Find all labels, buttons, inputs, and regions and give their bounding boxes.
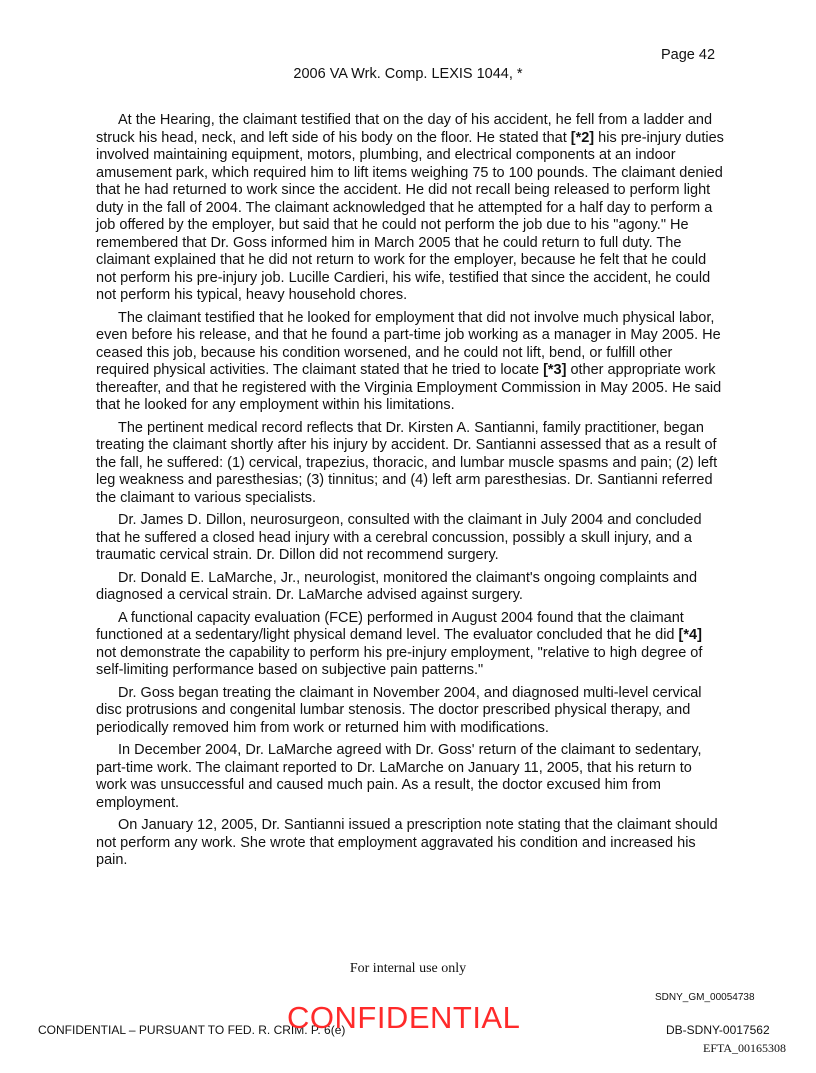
paragraph-text: Dr. James D. Dillon, neurosurgeon, consulted with the claimant in July 2004 and concluded that he suffered a closed head injury with a cerebral concussion, possibly a skull injury, and a traumatic cervical strain. Dr. Dillon did not recommend surgery.: [96, 512, 702, 563]
paragraph-goss: [96, 685, 726, 738]
paragraph-text: The pertinent medical record reflects that Dr. Kirsten A. Santianni, family practitioner, began treating the claimant shortly after his injury by accident. Dr. Santianni assessed that as a result of the fall, he suffered: (1) cervical, trapezius, thoracic, and lumbar muscle spasms and pain; (2) left leg weakness and paresthesias; (3) tinnitus; and (4) left arm paresthesias. Dr. Santianni referred the claimant to various specialists.: [96, 419, 718, 506]
paragraph-text: not demonstrate the capability to perform his pre-injury employment, "relative to high degree of self-limiting performance based on subjective pain patterns.": [96, 644, 703, 678]
paragraph-text: A functional capacity evaluation (FCE) performed in August 2004 found that the claimant functioned at a sedentary/light physical demand level. The evaluator concluded that he did: [96, 609, 684, 643]
paragraph-text: his pre-injury duties involved maintaining equipment, motors, plumbing, and electrical components at an indoor amusement park, which required him to lift items weighing 75 to 100 pounds. The claimant denied that he had returned to work since the accident. He did not recall being released to perform light duty in the fall of 2004. The claimant acknowledged that he attempted for a half day to perform a job offered by the employer, but said that he could not perform the job due to his "agony." He remembered that Dr. Goss informed him in March 2005 that he could return to full duty. The claimant explained that he did not return to work for the employer, because he felt that he could not perform his pre-injury job. Lucille Cardieri, his wife, testified that since the accident, he could not perform his typical, heavy household chores.: [96, 129, 724, 303]
confidential-notice: CONFIDENTIAL – PURSUANT TO FED. R. CRIM. P. 6(e): [38, 1023, 346, 1037]
paragraph-text: Dr. Goss began treating the claimant in November 2004, and diagnosed multi-level cervical disc protrusions and congenital lumbar stenosis. The doctor prescribed physical therapy, and periodically removed him from work or returned him with modifications.: [96, 684, 702, 736]
paragraph-medical-record: [96, 420, 726, 508]
case-citation: 2006 VA Wrk. Comp. LEXIS 1044, *: [293, 66, 523, 82]
paragraph-december-2004: [96, 742, 726, 812]
document-body: [96, 112, 726, 875]
bates-number-gm: SDNY_GM_00054738: [655, 992, 755, 1003]
page-marker: [*3]: [543, 362, 567, 378]
paragraph-employment-search: [96, 310, 726, 415]
paragraph-text: On January 12, 2005, Dr. Santianni issued a prescription note stating that the claimant should not perform any work. She wrote that employment aggravated his condition and increased his pain.: [96, 817, 718, 868]
paragraph-text: At the Hearing, the claimant testified that on the day of his accident, he fell from a ladder and struck his head, neck, and left side of his body on the floor. He stated that: [96, 112, 713, 146]
bates-number-db: DB-SDNY-0017562: [666, 1023, 770, 1037]
paragraph-hearing-testimony: [96, 112, 726, 305]
paragraph-text: Dr. Donald E. LaMarche, Jr., neurologist, monitored the claimant's ongoing complaints and diagnosed a cervical strain. Dr. LaMarche advised against surgery.: [96, 569, 698, 603]
page-marker: [*4]: [678, 627, 702, 643]
paragraph-text: In December 2004, Dr. LaMarche agreed with Dr. Goss' return of the claimant to sedentary, part-time work. The claimant reported to Dr. LaMarche on January 11, 2005, that his return to work was unsuccessful and caused much pain. As a result, the doctor excused him from employment.: [96, 742, 702, 811]
efta-number: EFTA_00165308: [703, 1041, 787, 1055]
paragraph-lamarche: [96, 570, 726, 605]
internal-use-notice: For internal use only: [349, 961, 467, 976]
page-marker: [*2]: [570, 129, 595, 146]
page-number: Page 42: [661, 47, 716, 63]
paragraph-dillon: [96, 512, 726, 565]
paragraph-fce: [96, 610, 726, 680]
paragraph-january-2005: [96, 817, 726, 870]
paragraph-text: The claimant testified that he looked for employment that did not involve much physical labor, even before his release, and that he found a part-time job working as a manager in May 2005. He ceased this job, because his condition worsened, and he could not lift, bend, or fulfill other required physical activities. The claimant stated that he tried to locate: [96, 309, 721, 378]
confidential-stamp: CONFIDENTIAL: [287, 1000, 521, 1035]
paragraph-text: other appropriate work thereafter, and that he registered with the Virginia Employment Commission in May 2005. He said that he looked for any employment within his limitations.: [96, 362, 722, 413]
